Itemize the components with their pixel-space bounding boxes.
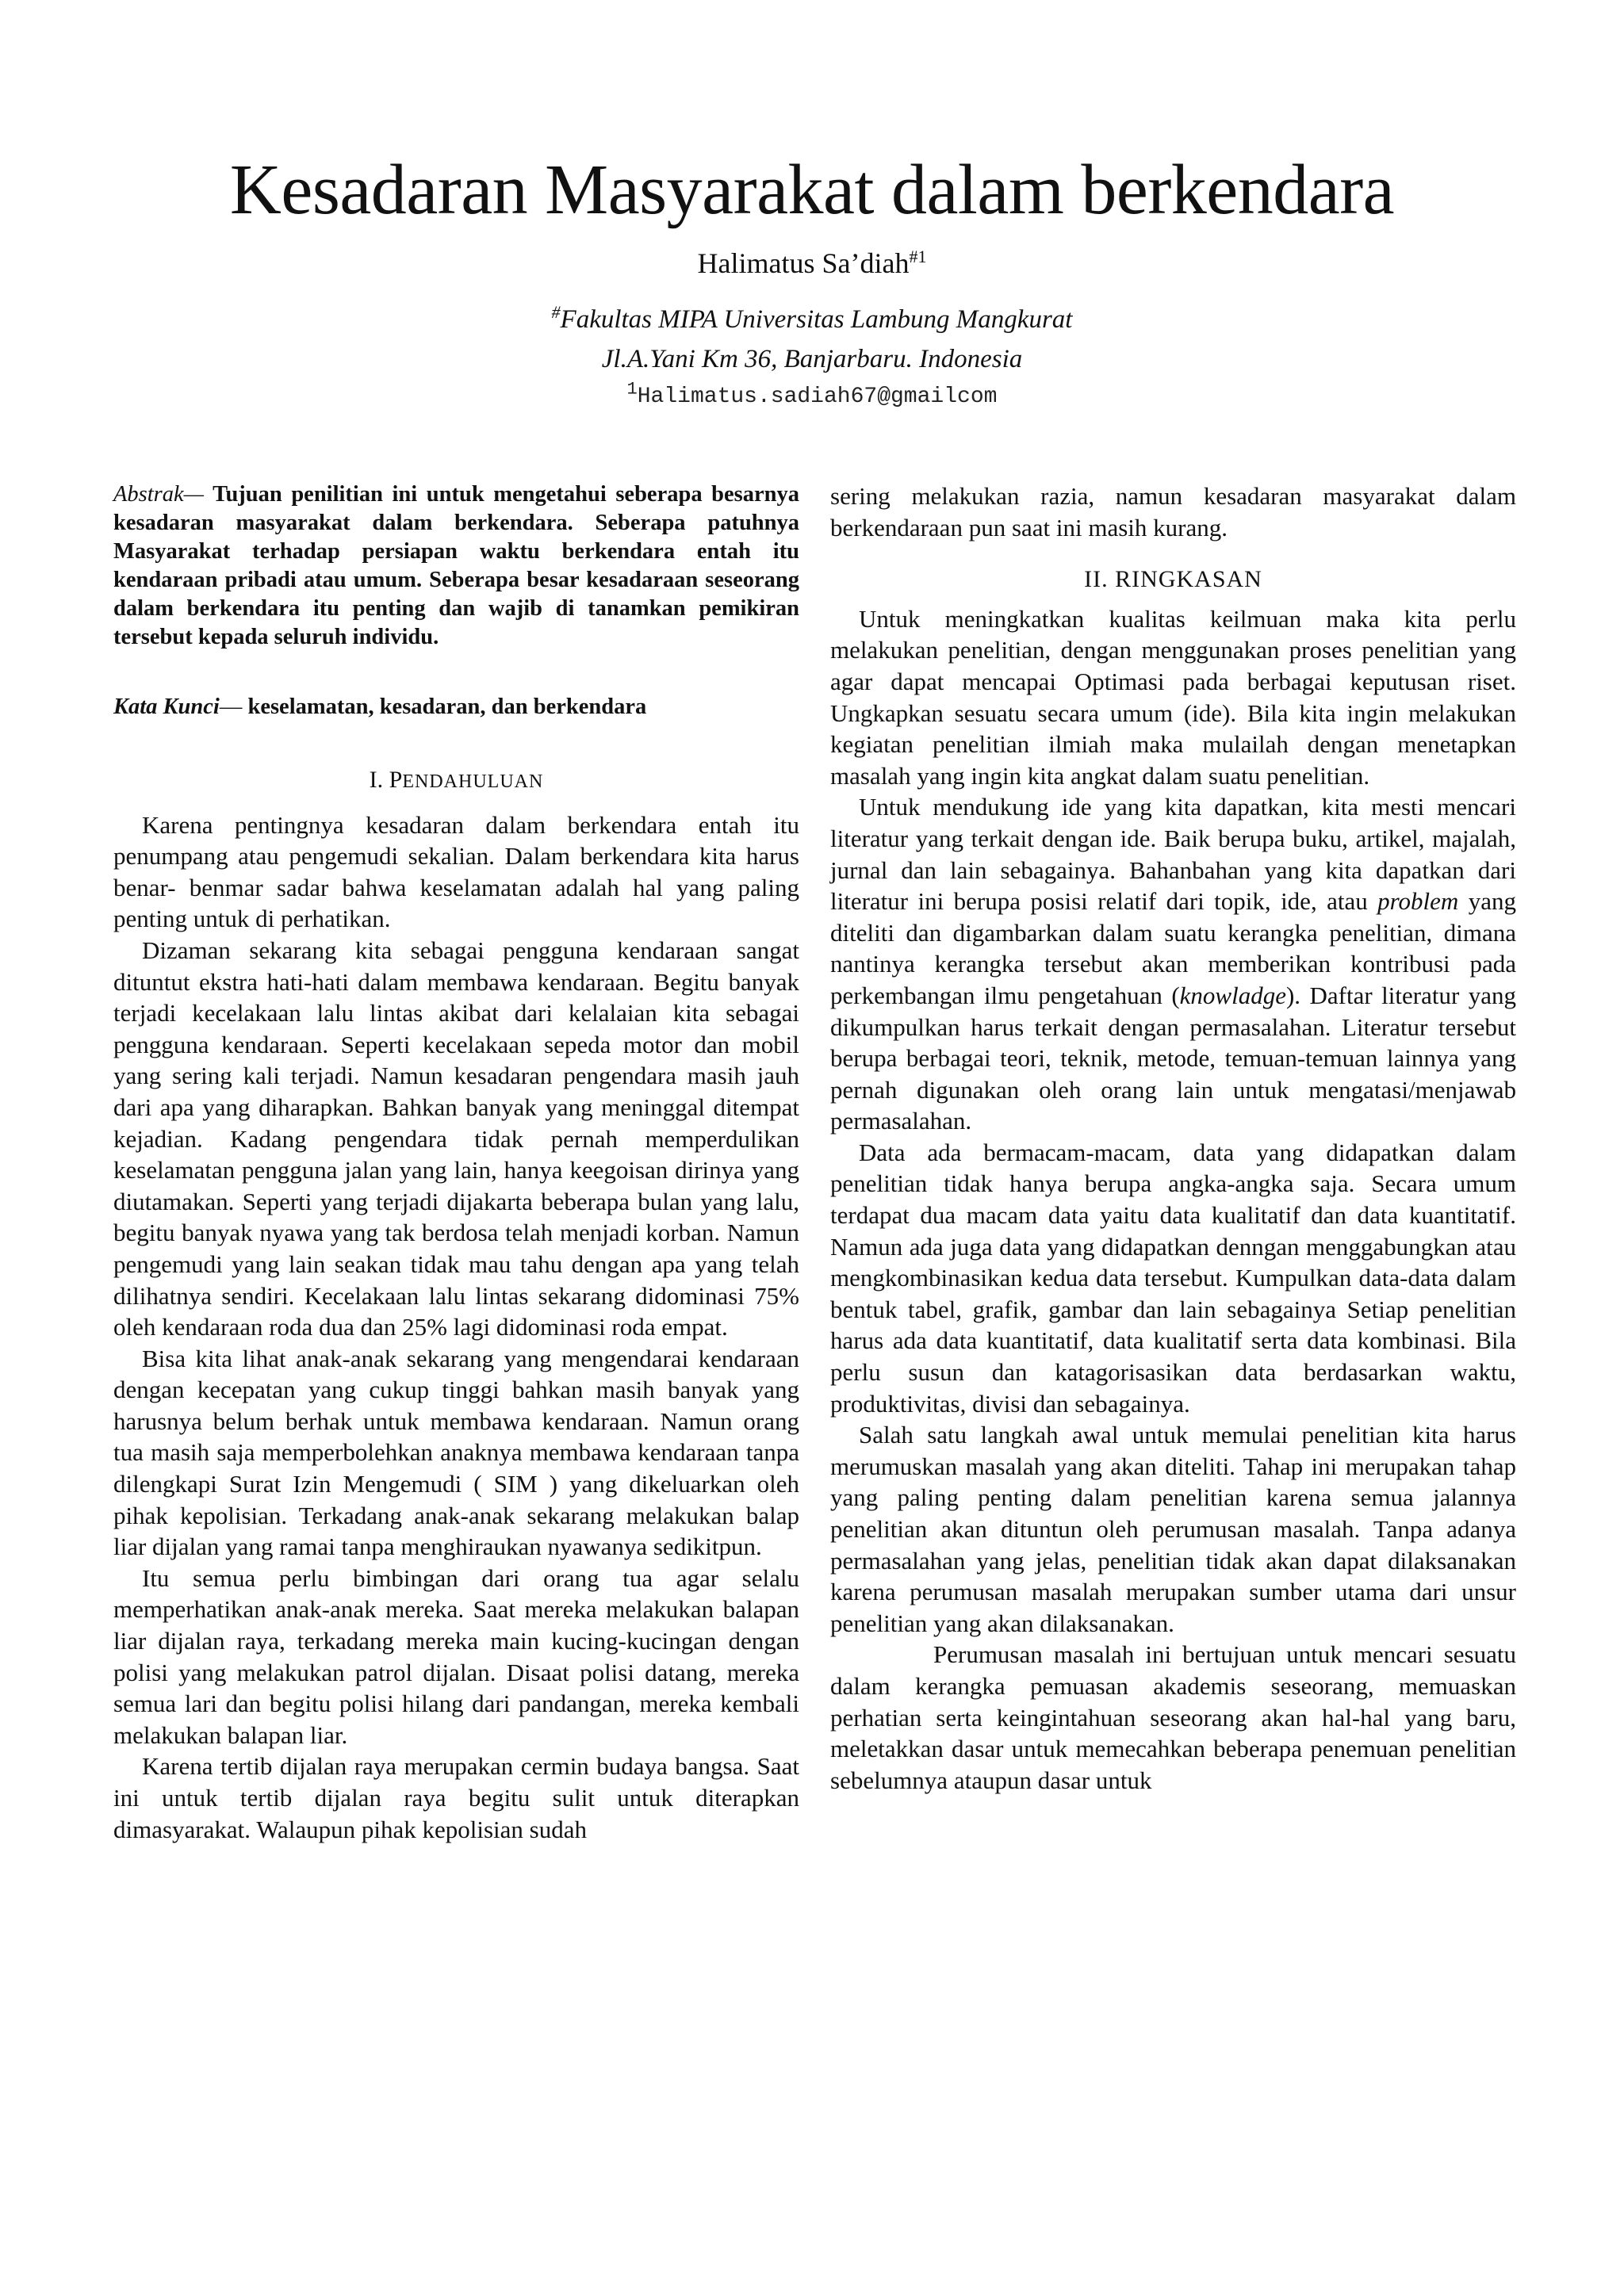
ringkasan-p2-text-2: yang diteliti dan digambarkan dalam suatu kerangka penelitian, dimana nantinya kerangka tersebut akan memberikan kontribusi pada perkembangan ilmu pengetahuan ( [830, 887, 1516, 1009]
ringkasan-paragraph-3: Data ada bermacam-macam, data yang didapatkan dalam penelitian tidak hanya berupa angka-angka saja. Secara umum terdapat dua macam data yaitu data kualitatif dan data kuantitatif. Namun ada juga data yang didapatkan denngan menggabungkan atau mengkombinasikan kedua data tersebut. Kumpulkan data-data dalam bentuk tabel, grafik, gambar dan lain sebagainya Setiap penelitian harus ada data kuantitatif, data kualitatif serta data kombinasi. Bila perlu susun dan katagorisasikan data berdasarkan waktu, produktivitas, divisi dan sebagainya. [830, 1138, 1516, 1418]
right-column [830, 480, 1516, 1796]
abstract [113, 480, 799, 652]
section-1-rest: ENDAHULUAN [402, 771, 544, 792]
keywords-text: keselamatan, kesadaran, dan berkendara [247, 695, 647, 719]
section-1-number: I. [369, 767, 389, 793]
email-superscript: 1 [626, 379, 638, 400]
ringkasan-paragraph-5: Perumusan masalah ini bertujuan untuk mencari sesuatu dalam kerangka pemuasan akademis seseorang, memuaskan perhatian serta keingintahuan seseorang akan hal-hal yang baru, meletakkan dasar untuk memecahkan beberapa penemuan penelitian sebelumnya ataupun dasar untuk [830, 1640, 1516, 1794]
keywords-dash: — [219, 695, 248, 719]
ringkasan-p2-italic-knowladge: knowladge [1179, 981, 1286, 1009]
affiliation-name: Fakultas MIPA Universitas Lambung Mangkurat [560, 305, 1073, 334]
ringkasan-paragraph-4: Salah satu langkah awal untuk memulai penelitian kita harus merumuskan masalah yang akan diteliti. Tahap ini merupakan tahap yang paling penting dalam penelitian karena semua jalannya penelitian akan dituntun oleh perumusan masalah. Tanpa adanya permasalahan yang jelas, penelitian tidak akan dapat dilaksanakan karena perumusan masalah merupakan sumber utama dari unsur penelitian yang akan dilaksanakan. [830, 1421, 1516, 1637]
author-email: Halimatus.sadiah67@gmailcom [637, 385, 998, 409]
pendahuluan-paragraph-4: Itu semua perlu bimbingan dari orang tua agar selalu memperhatikan anak-anak mereka. Saat mereka melakukan balapan liar dijalan raya, terkadang mereka main kucing-kucingan dengan polisi yang melakukan patrol dijalan. Disaat polisi datang, mereka semua lari dan begitu polisi hilang dari pandangan, mereka kembali melakukan balapan liar. [113, 1563, 799, 1749]
section-heading-pendahuluan [113, 764, 799, 798]
author-email-line [0, 379, 1624, 415]
author-name: Halimatus Sa’diah [697, 247, 910, 279]
keywords-label: Kata Kunci [113, 695, 220, 719]
author-superscript: #1 [909, 247, 927, 266]
abstract-text: Tujuan penilitian ini untuk mengetahui seberapa besarnya kesadaran masyarakat dalam berkendara. Seberapa patuhnya Masyarakat terhadap persiapan waktu berkendara entah itu kendaraan pribadi atau umum. Seberapa besar kesadaraan seseorang dalam berkendara itu penting dan wajib di tanamkan pemikiran tersebut kepada seluruh individu. [113, 482, 799, 649]
ringkasan-p2-italic-problem: problem [1377, 887, 1459, 916]
ringkasan-paragraph-1: Untuk meningkatkan kualitas keilmuan maka kita perlu melakukan penelitian, dengan menggunakan proses penelitian yang agar dapat mencapai Optimasi pada berbagai keputusan riset. Ungkapkan sesuatu secara umum (ide). Bila kita ingin melakukan kegiatan penelitian ilmiah maka mulailah dengan menetapkan masalah yang ingin kita angkat dalam suatu penelitian. [830, 604, 1516, 790]
affiliation-superscript: # [551, 302, 561, 322]
paper-title: Kesadaran Masyarakat dalam berkendara [229, 151, 1395, 229]
left-column [113, 480, 799, 1845]
pendahuluan-paragraph-2: Dizaman sekarang kita sebagai pengguna kendaraan sangat dituntut ekstra hati-hati dalam membawa kendaraan. Begitu banyak terjadi kecelakaan lalu lintas akibat dari kelalaian kita sebagai pengguna kendaraan. Seperti kecelakaan sepeda motor dan mobil yang sering kali terjadi. Namun kesadaran pengendara masih jauh dari apa yang diharapkan. Bahkan banyak yang meninggal ditempat kejadian. Kadang pengendara tidak pernah memperdulikan keselamatan pengguna jalan yang lain, hanya keegoisan dirinya yang diutamakan. Seperti yang terjadi dijakarta beberapa bulan yang lalu, begitu banyak nyawa yang tak berdosa telah menjadi korban. Namun pengemudi yang lain seakan tidak mau tahu dengan apa yang telah dilihatnya sendiri. Kecelakaan lalu lintas sekarang didominasi 75% oleh kendaraan roda dua dan 25% lagi didominasi roda empat. [113, 936, 799, 1341]
affiliation [0, 300, 1624, 339]
abstract-label: Abstrak— [113, 482, 204, 507]
continuation-paragraph: sering melakukan razia, namun kesadaran masyarakat dalam berkendaraan pun saat ini masih kurang. [830, 482, 1516, 541]
affiliation-address: Jl.A.Yani Km 36, Banjarbaru. Indonesia [601, 345, 1023, 373]
section-1-initial: P [389, 767, 403, 793]
pendahuluan-paragraph-3: Bisa kita lihat anak-anak sekarang yang mengendarai kendaraan dengan kecepatan yang cukup tinggi bahkan masih banyak yang harusnya belum berhak untuk membawa kendaraan. Namun orang tua masih saja memperbolehkan anaknya membawa kendaraan tanpa dilengkapi Surat Izin Mengemudi ( SIM ) yang dikeluarkan oleh pihak kepolisian. Terkadang anak-anak sekarang melakukan balap liar dijalan yang ramai tanpa menghiraukan nyawanya sedikitpun. [113, 1344, 799, 1561]
pendahuluan-paragraph-5: Karena tertib dijalan raya merupakan cermin budaya bangsa. Saat ini untuk tertib dijalan raya begitu sulit untuk diterapkan dimasyarakat. Walaupun pihak kepolisian sudah [113, 1752, 799, 1843]
ringkasan-p2-text-3: ). Daftar literatur yang dikumpulkan harus terkait dengan permasalahan. Literatur tersebut berupa berbagai teori, teknik, metode, temuan-temuan lainnya yang pernah digunakan oleh orang lain untuk mengatasi/menjawab permasalahan. [830, 981, 1516, 1135]
ringkasan-paragraph-2 [830, 791, 1516, 1137]
keywords [113, 693, 799, 721]
ringkasan-p2-text-1: Untuk mendukung ide yang kita dapatkan, kita mesti mencari literatur yang terkait dengan ide. Baik berupa buku, artikel, majalah, jurnal dan lain sebagainya. Bahanbahan yang kita dapatkan dari literatur ini berupa posisi relatif dari topik, ide, atau [830, 793, 1516, 916]
pendahuluan-paragraph-1: Karena pentingnya kesadaran dalam berkendara entah itu penumpang atau pengemudi sekalian. Dalam berkendara kita harus benar- benmar sadar bahwa keselamatan adalah hal yang paling penting untuk di perhatikan. [113, 810, 799, 933]
paper-header [0, 143, 1624, 415]
section-heading-ringkasan: II. RINGKASAN [1084, 566, 1262, 593]
author-line [0, 244, 1624, 282]
